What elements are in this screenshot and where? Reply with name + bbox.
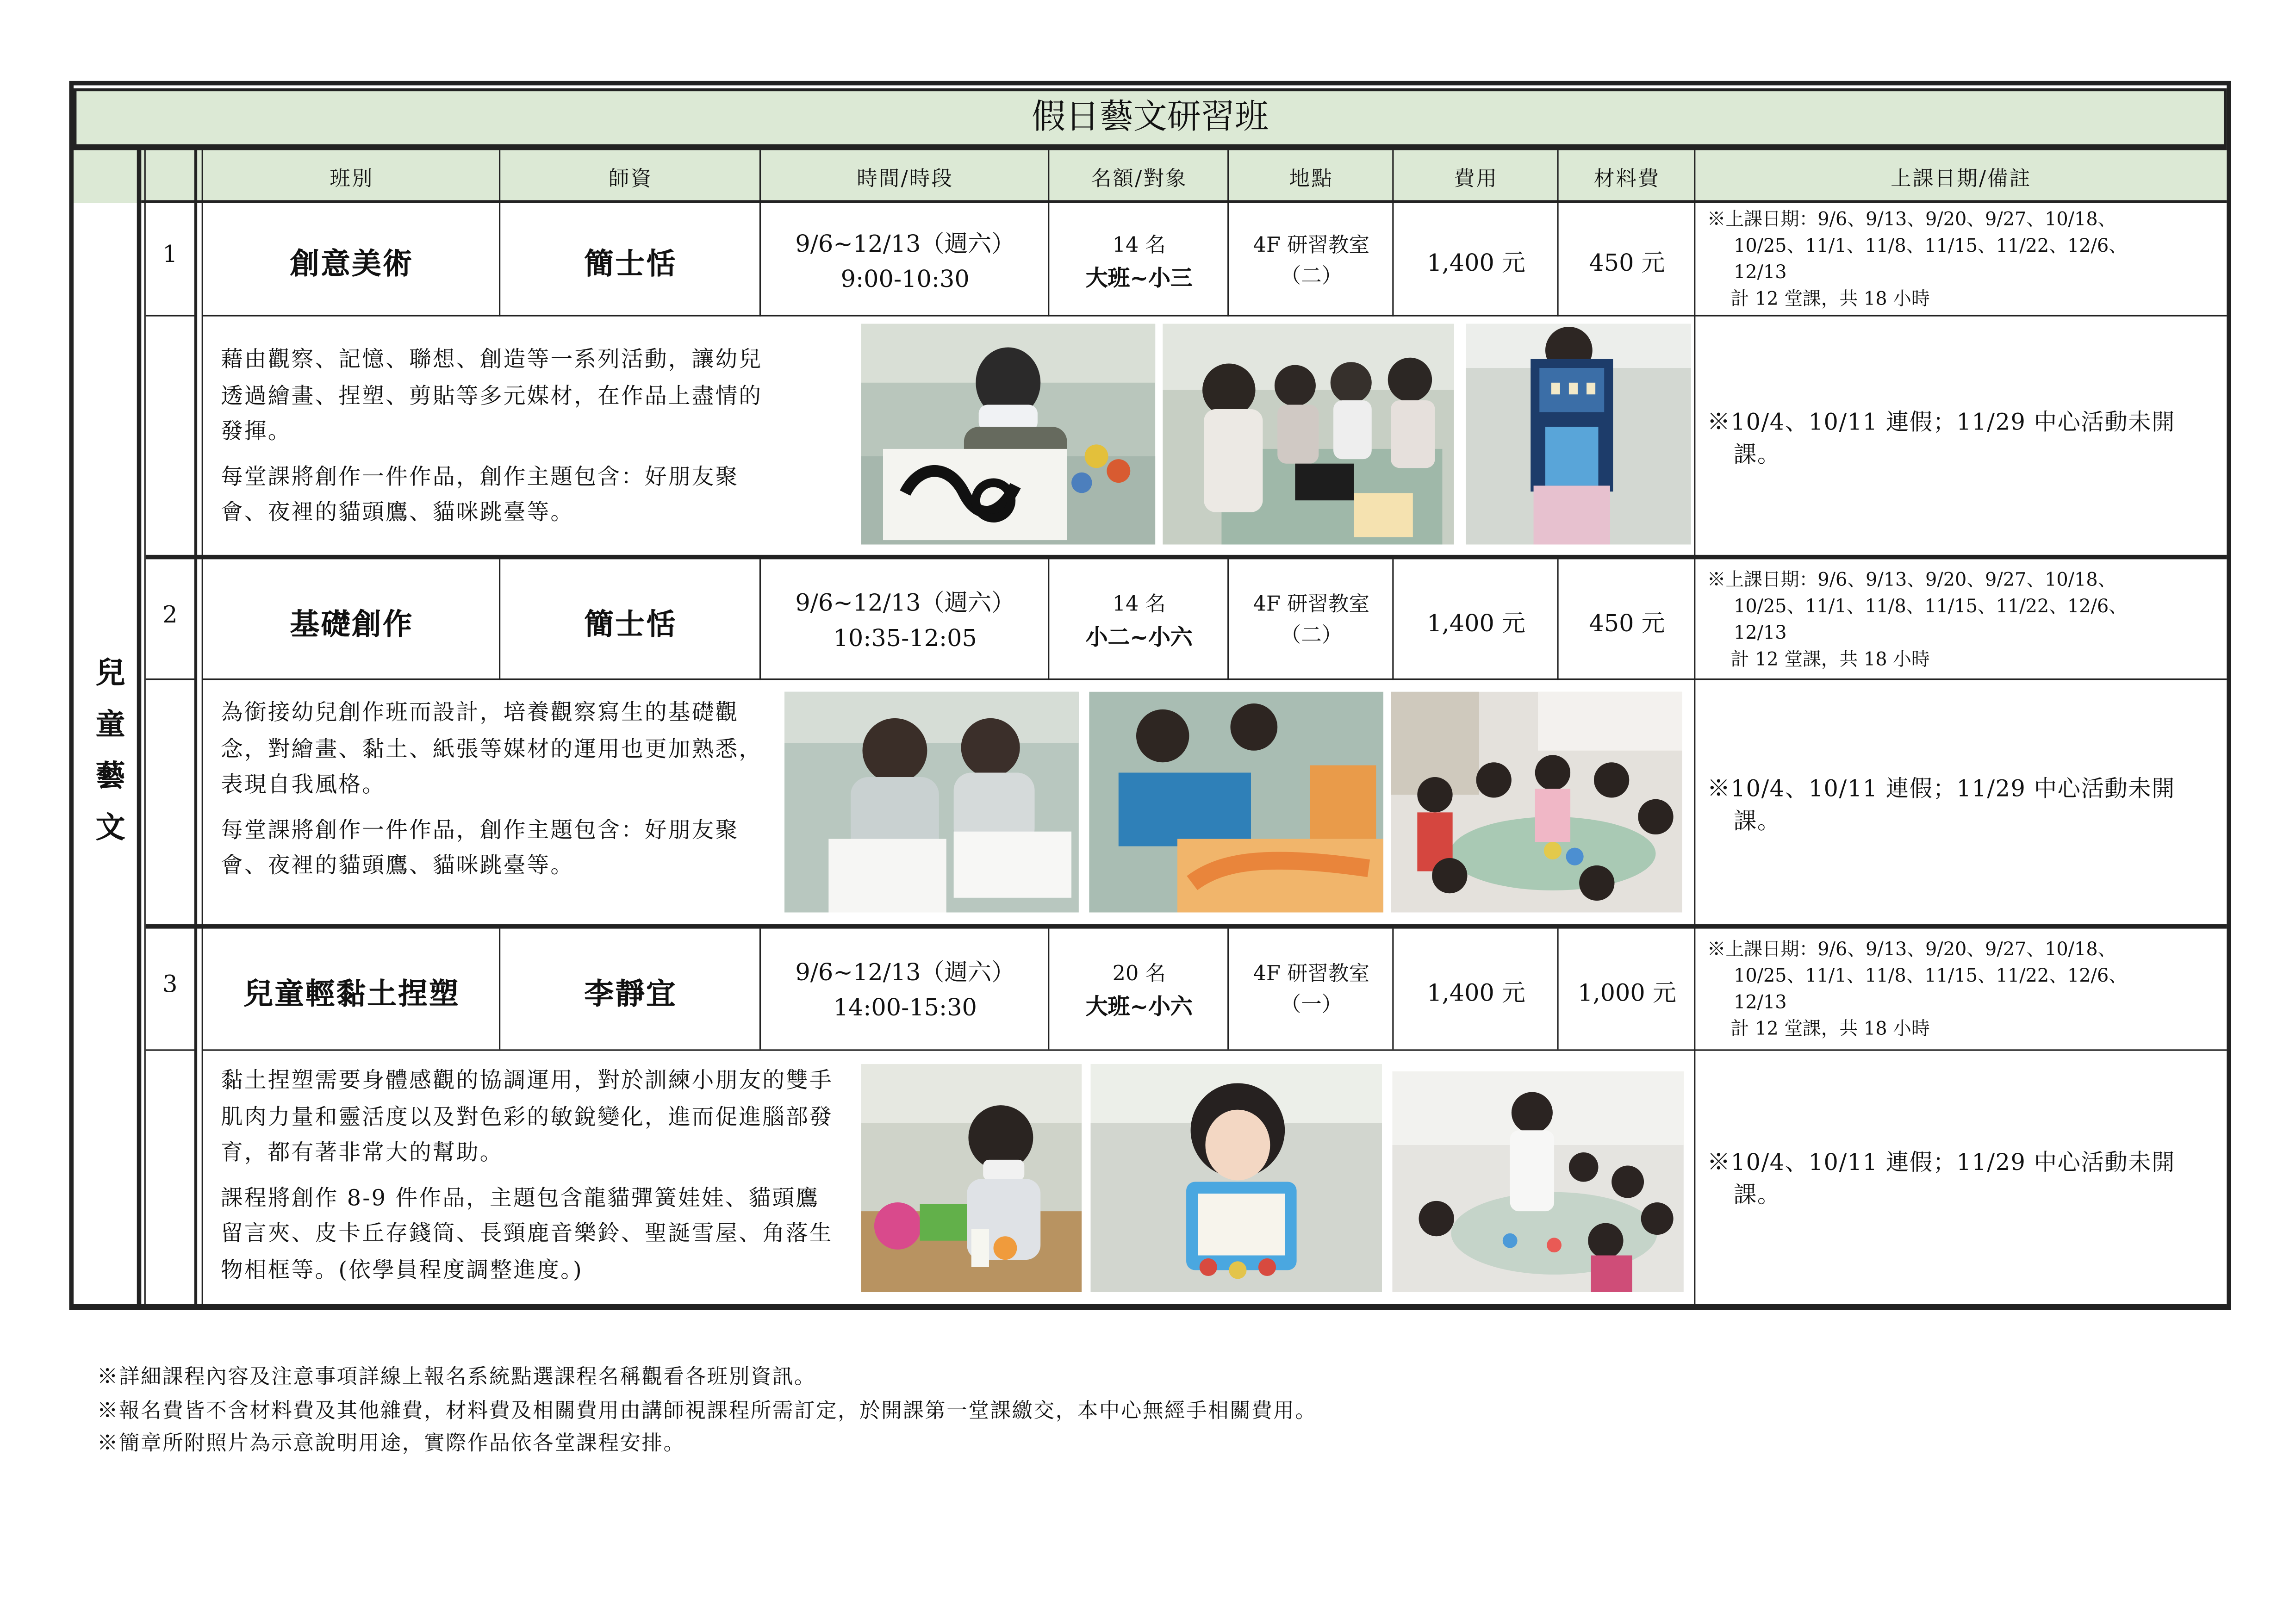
course-material-fee: 450 元 xyxy=(1589,608,1665,637)
course-number: 1 xyxy=(162,239,178,268)
header-material: 材料費 xyxy=(1593,168,1661,192)
course-fee: 1,400 元 xyxy=(1427,978,1525,1006)
class-photo-artwork xyxy=(1466,324,1691,545)
note-line: ※簡章所附照片為示意說明用途，實際作品依各堂課程安排。 xyxy=(97,1432,685,1456)
header-dates: 上課日期/備註 xyxy=(1891,168,2032,192)
course-place: 4F 研習教室 （一） xyxy=(1253,962,1370,1017)
header-fee: 費用 xyxy=(1454,168,1499,192)
course-time: 9/6~12/13（週六） 14:00-15:30 xyxy=(795,958,1015,1021)
course-description: 藉由觀察、記憶、聯想、創造等一系列活動，讓幼兒透過繪畫、捏塑、剪貼等多元媒材，在作品上盡情的發揮。 每堂課將創作一件作品，創作主題包含：好朋友聚會、夜裡的貓頭鷹、貓咪跳臺等。 xyxy=(221,346,763,526)
header-place: 地點 xyxy=(1289,168,1334,192)
note-line: ※詳細課程內容及注意事項詳線上報名系統點選課程名稱觀看各班別資訊。 xyxy=(97,1366,816,1389)
course-fee: 1,400 元 xyxy=(1427,249,1525,277)
class-photo-painting xyxy=(861,324,1155,545)
course-remark: ※10/4、10/11 連假；11/29 中心活動未開 課。 xyxy=(1707,409,2176,468)
course-time: 9/6~12/13（週六） 10:35-12:05 xyxy=(795,589,1015,652)
course-fee: 1,400 元 xyxy=(1427,608,1525,637)
class-photo-painting-blue xyxy=(1089,692,1383,913)
category-header-bg xyxy=(74,150,141,203)
course-remark: ※10/4、10/11 連假；11/29 中心活動未開 課。 xyxy=(1707,775,2176,835)
class-photo-group xyxy=(1163,324,1454,545)
course-name: 創意美術 xyxy=(290,246,414,281)
header-teacher: 師資 xyxy=(608,168,653,192)
course-teacher: 李靜宜 xyxy=(584,975,677,1011)
class-photo-drawing xyxy=(784,692,1079,913)
class-photo-clay-class xyxy=(1392,1071,1684,1292)
header-quota: 名額/對象 xyxy=(1090,168,1188,192)
note-line: ※報名費皆不含材料費及其他雜費，材料費及相關費用由講師視課程所需訂定，於開課第一堂課繳交，本中心無經手相關費用。 xyxy=(97,1399,1317,1423)
course-quota: 20 名 大班~小六 xyxy=(1085,962,1193,1020)
footer-notes xyxy=(97,1362,2158,1461)
course-number: 3 xyxy=(162,969,178,997)
header-class: 班別 xyxy=(330,168,374,192)
course-material-fee: 1,000 元 xyxy=(1578,978,1676,1006)
course-teacher: 簡士恬 xyxy=(584,246,677,281)
page-title: 假日藝文研習班 xyxy=(74,88,2227,147)
course-remark: ※10/4、10/11 連假；11/29 中心活動未開 課。 xyxy=(1707,1149,2176,1208)
class-photo-clay-group xyxy=(1391,692,1682,913)
course-description: 為銜接幼兒創作班而設計，培養觀察寫生的基礎觀念，對繪畫、黏土、紙張等媒材的運用也更加熟悉，表現自我風格。 每堂課將創作一件作品，創作主題包含：好朋友聚會、夜裡的貓頭鷹、貓咪跳臺等。 xyxy=(221,699,763,879)
course-place: 4F 研習教室 （二） xyxy=(1253,593,1370,648)
course-description: 黏土捏塑需要身體感觀的協調運用，對於訓練小朋友的雙手肌肉力量和靈活度以及對色彩的敏銳變化，進而促進腦部發育，都有著非常大的幫助。 課程將創作 8-9 件作品，主題包含龍貓彈簧娃娃、貓頭鷹留言夾、皮卡丘存錢筒、長頸鹿音樂鈴、聖誕雪屋、角落生物相框等。(依學員程度調整進度。) xyxy=(221,1067,833,1283)
course-dates: ※上課日期：9/6、9/13、9/20、9/27、10/18、 10/25、11/1、11/8、11/15、11/22、12/6、 12/13 計 12 堂課，共 18 小時 xyxy=(1707,937,2127,1039)
course-dates: ※上課日期：9/6、9/13、9/20、9/27、10/18、 10/25、11/1、11/8、11/15、11/22、12/6、 12/13 計 12 堂課，共 18 小時 xyxy=(1707,207,2127,309)
course-teacher: 簡士恬 xyxy=(584,605,677,641)
category-label: 兒 童 藝 文 xyxy=(95,655,125,845)
course-name: 基礎創作 xyxy=(290,605,414,641)
header-time: 時間/時段 xyxy=(857,168,954,192)
course-number: 2 xyxy=(162,599,178,628)
course-time: 9/6~12/13（週六） 9:00-10:30 xyxy=(795,229,1015,292)
course-quota: 14 名 小二~小六 xyxy=(1085,593,1193,651)
course-dates: ※上課日期：9/6、9/13、9/20、9/27、10/18、 10/25、11/1、11/8、11/15、11/22、12/6、 12/13 計 12 堂課，共 18 小時 xyxy=(1707,568,2127,670)
course-place: 4F 研習教室 （二） xyxy=(1253,233,1370,288)
course-quota: 14 名 大班~小三 xyxy=(1085,233,1193,291)
class-photo-clay-boy xyxy=(861,1064,1082,1292)
class-photo-clay-frame xyxy=(1090,1064,1382,1292)
course-material-fee: 450 元 xyxy=(1589,249,1665,277)
course-name: 兒童輕黏土捏塑 xyxy=(243,975,460,1011)
